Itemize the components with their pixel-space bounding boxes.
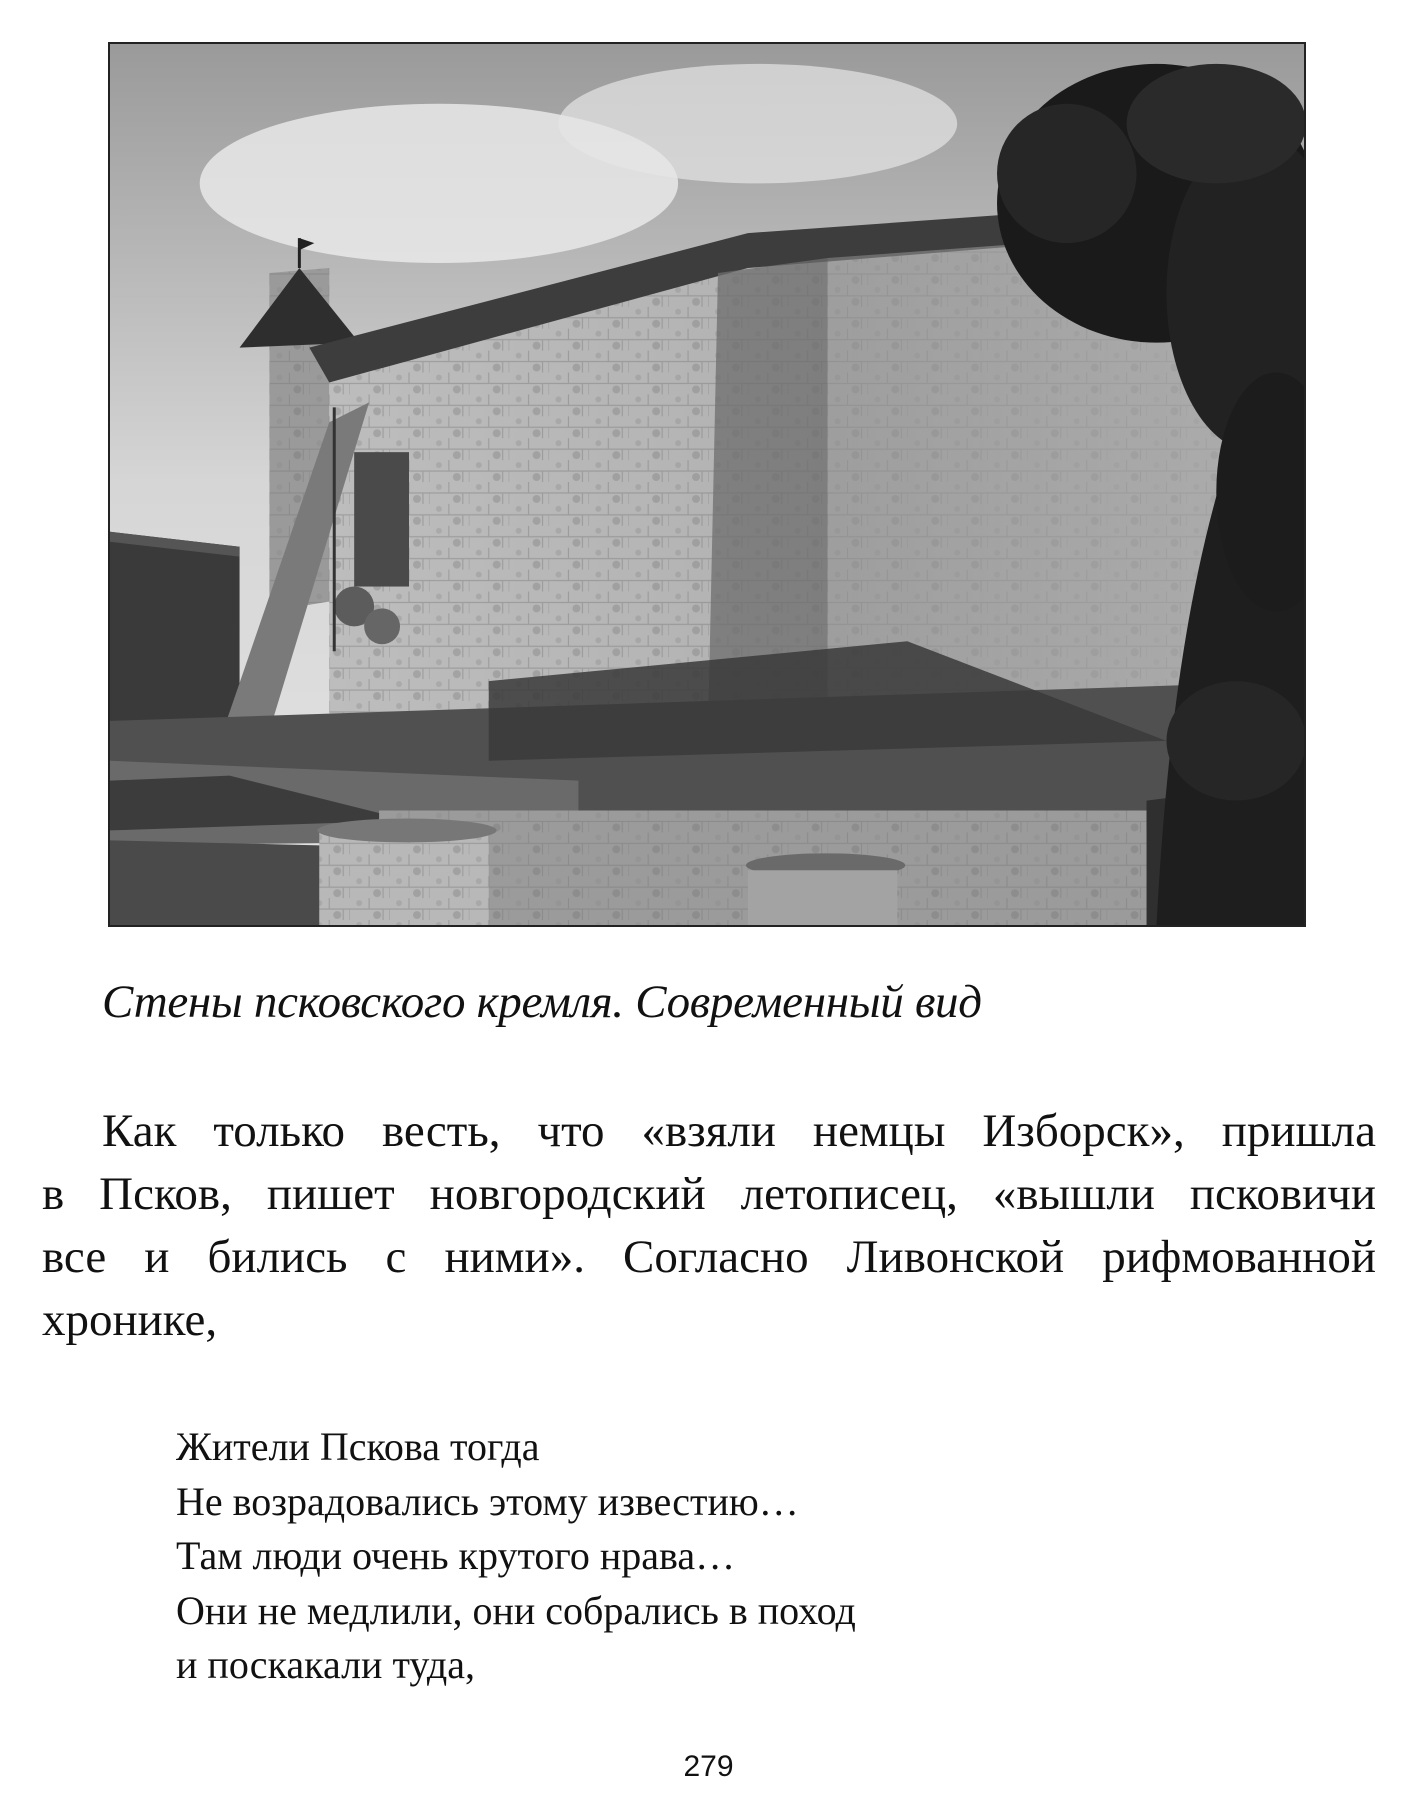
body-line: хронике, [42,1294,218,1346]
verse-line: Не возрадовались этому известию… [176,1478,799,1524]
body-line: в Псков, пишет новгородский летописец, «вышли псковичи [42,1168,1376,1220]
verse-line: Там люди очень крутого нрава… [176,1533,736,1578]
photo-caption: Стены псковского кремля. Современный вид [102,976,982,1028]
kremlin-wall-photo [108,42,1306,927]
verse-line: и поскакали туда, [176,1642,475,1687]
page-number: 279 [683,1750,734,1783]
verse-quote [176,1420,856,1693]
verse-line: Они не медлили, они собрались в поход [176,1587,856,1633]
verse-line: Жители Пскова тогда [176,1424,540,1469]
body-line: Как только весть, что «взяли немцы Изборск», пришла [102,1105,1376,1157]
body-line: все и бились с ними». Согласно Ливонской рифмованной [42,1231,1376,1283]
body-paragraph [42,1100,1376,1352]
